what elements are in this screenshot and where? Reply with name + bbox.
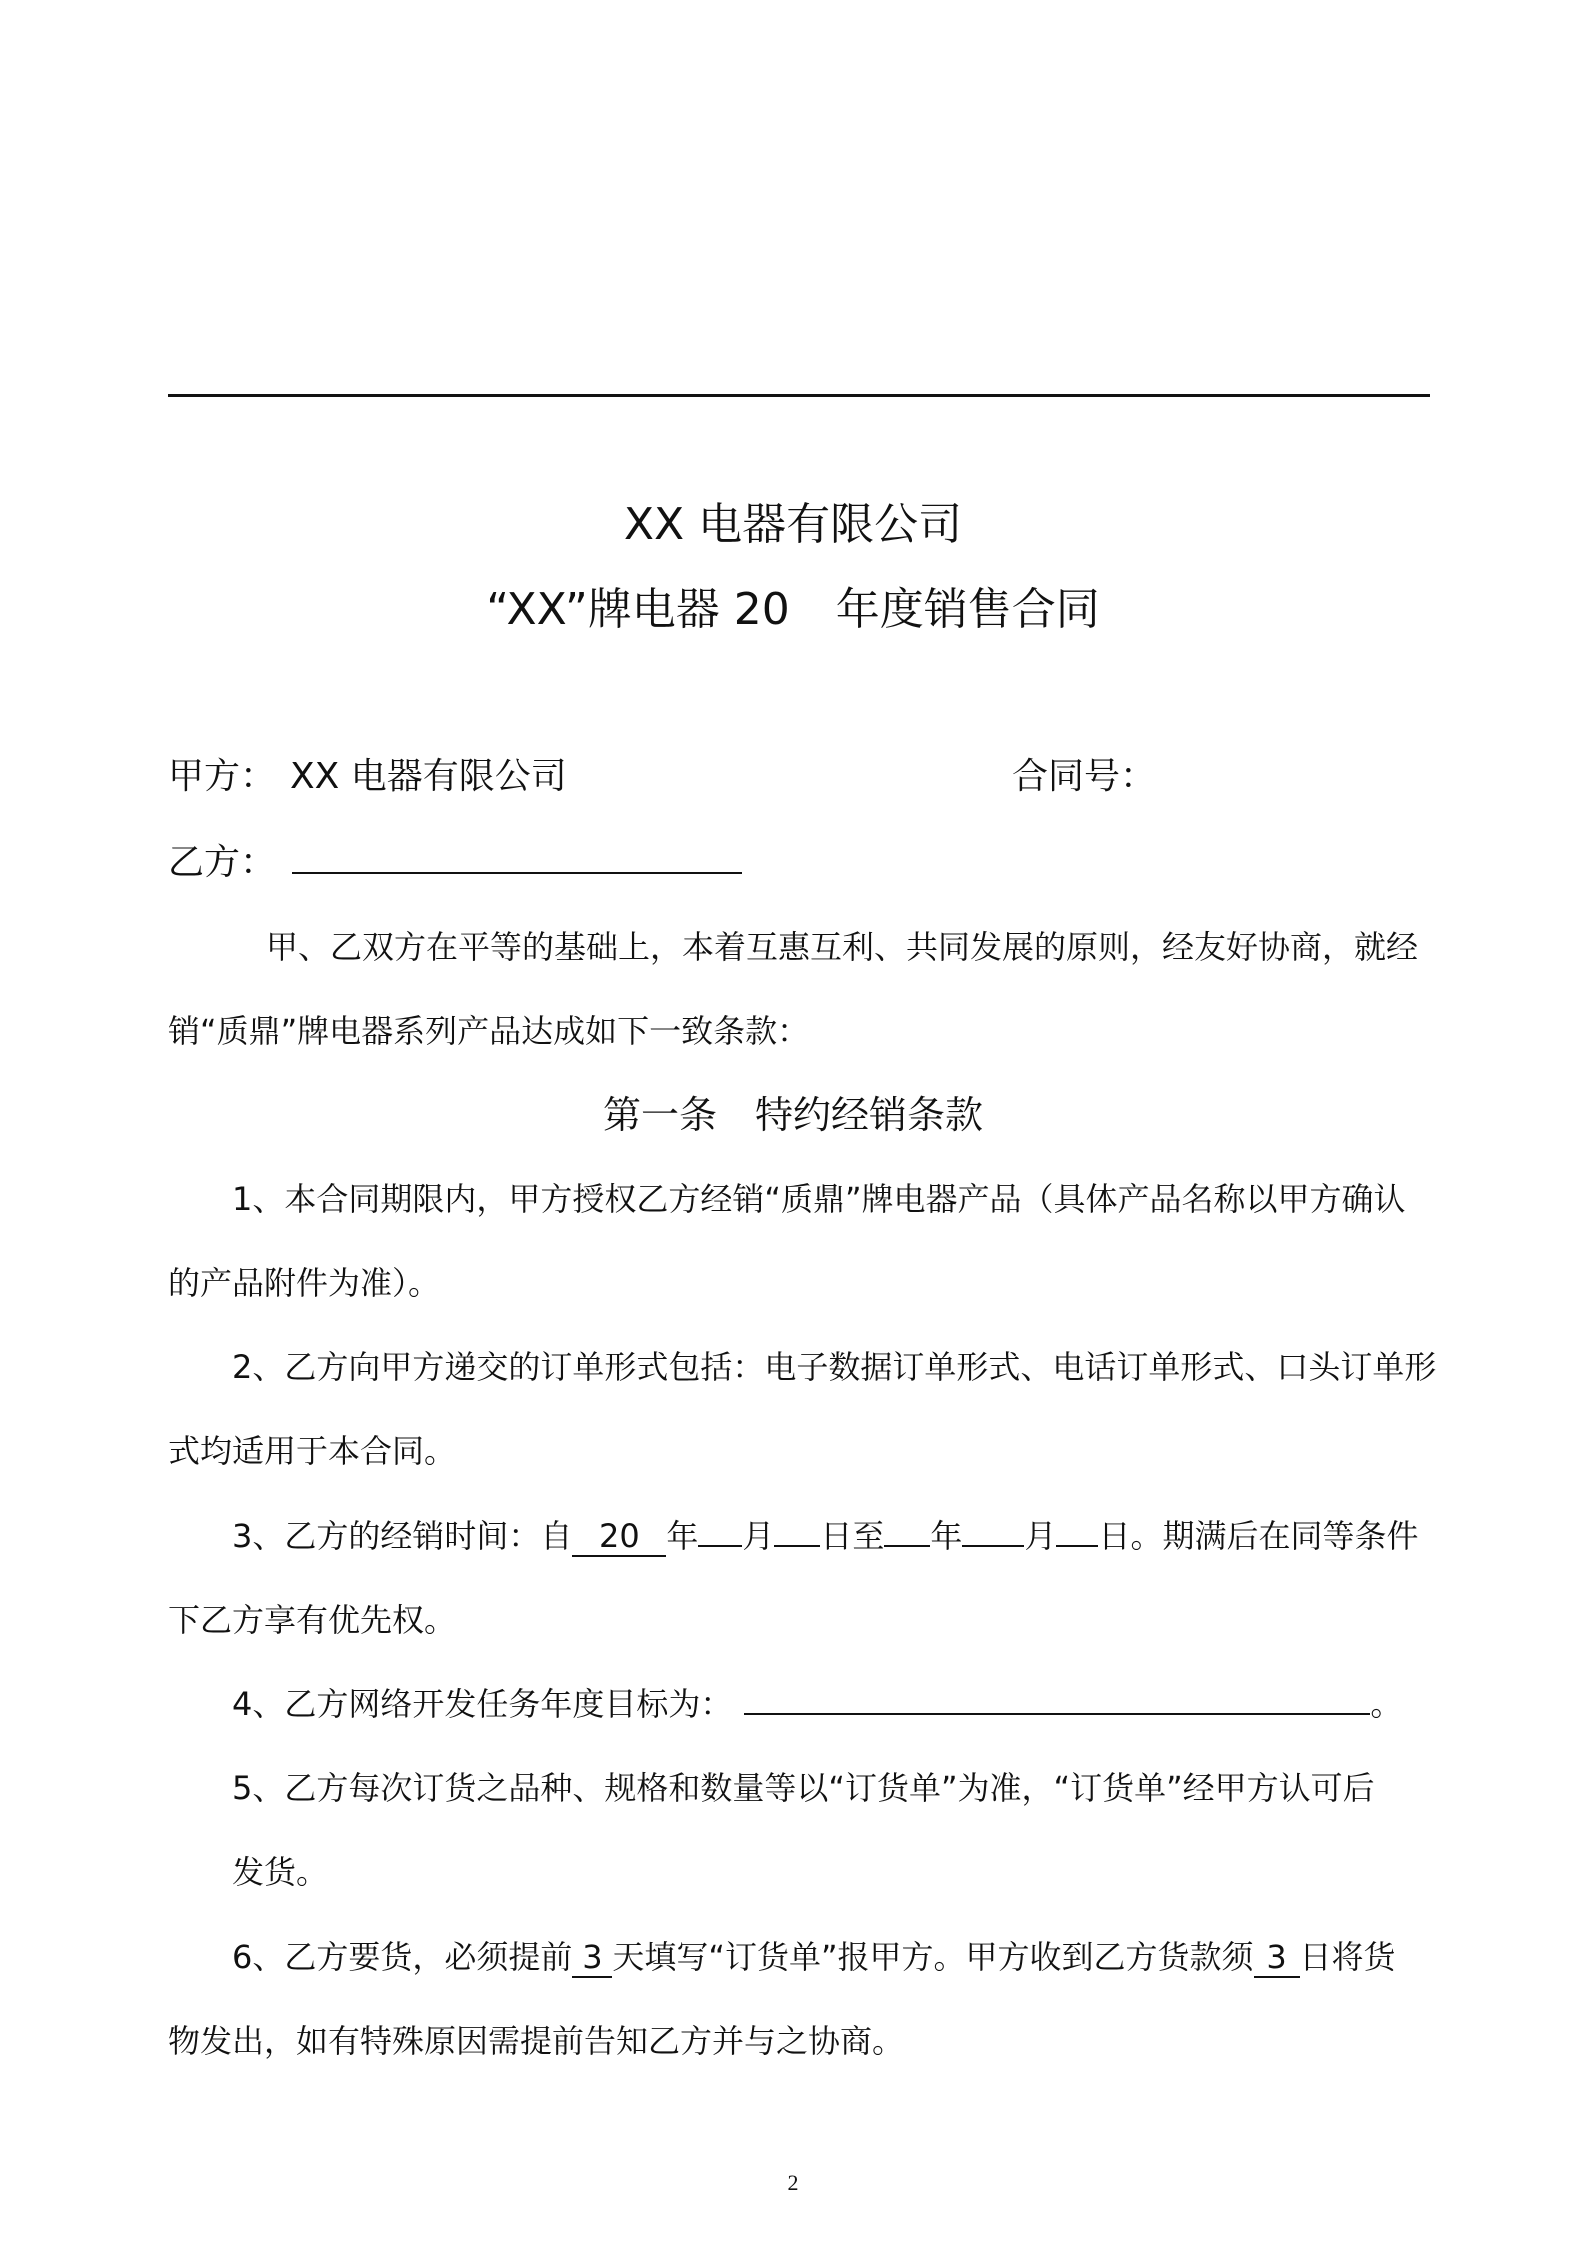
start-day-blank: [774, 1545, 820, 1547]
order-days-blank: 3: [572, 1939, 612, 1978]
clause-3-lead: 3、乙方的经销时间：自: [232, 1517, 573, 1555]
contract-title-prefix: “XX”牌电器 20: [486, 584, 790, 635]
clause-6-line-1: [232, 1932, 1396, 1978]
clause-2-line-1: 2、乙方向甲方递交的订单形式包括：电子数据订单形式、电话订单形式、口头订单形: [232, 1348, 1437, 1386]
company-title: XX 电器有限公司: [623, 499, 963, 550]
clause-3-nian-2: 年: [930, 1517, 963, 1555]
contract-title: [0, 573, 1586, 637]
clause-6-line-2: 物发出，如有特殊原因需提前告知乙方并与之协商。: [168, 2022, 905, 2060]
end-day-blank: [1056, 1545, 1098, 1547]
clause-4-lead: 4、乙方网络开发任务年度目标为：: [232, 1685, 733, 1723]
article-1-heading: 第一条 特约经销条款: [602, 1093, 983, 1137]
preamble-line-2: 销“质鼎”牌电器系列产品达成如下一致条款：: [168, 1012, 810, 1050]
start-year-blank: 20: [572, 1518, 666, 1557]
clause-5-line-1: 5、乙方每次订货之品种、规格和数量等以“订货单”为准，“订货单”经甲方认可后: [232, 1769, 1375, 1807]
clause-4-tail: 。: [1370, 1685, 1403, 1723]
party-a-label: 甲方：: [168, 756, 277, 797]
clause-5-line-2: 发货。: [232, 1853, 329, 1891]
clause-3-line-1: [232, 1511, 1418, 1557]
party-b-label: 乙方：: [168, 842, 277, 883]
clause-6-lead: 6、乙方要货，必须提前: [232, 1938, 573, 1976]
clause-3-yue: 月: [742, 1517, 775, 1555]
party-a-name: XX 电器有限公司: [290, 756, 567, 797]
clause-3-yue-2: 月: [1024, 1517, 1057, 1555]
shipping-days-blank: 3: [1254, 1939, 1300, 1978]
clause-1-line-1: 1、本合同期限内，甲方授权乙方经销“质鼎”牌电器产品（具体产品名称以甲方确认: [232, 1180, 1406, 1218]
party-b: [168, 834, 742, 885]
clause-6-tail: 日将货: [1299, 1938, 1396, 1976]
network-target-blank: [744, 1713, 1370, 1715]
party-a: [168, 748, 567, 799]
clause-3-nian: 年: [666, 1517, 699, 1555]
party-b-blank: [292, 872, 742, 874]
preamble-line-1: 甲、乙双方在平等的基础上，本着互惠互利、共同发展的原则，经友好协商，就经: [266, 928, 1419, 966]
header-rule: [168, 394, 1430, 397]
start-month-blank: [698, 1545, 742, 1547]
clause-4-line: [232, 1679, 1402, 1725]
end-month-blank: [962, 1545, 1024, 1547]
clause-2-line-2: 式均适用于本合同。: [168, 1432, 457, 1470]
clause-6-mid: 天填写“订货单”报甲方。甲方收到乙方货款须: [612, 1938, 1254, 1976]
page-number: 2: [787, 2170, 799, 2195]
clause-1-line-2: 的产品附件为准）。: [168, 1264, 441, 1302]
clause-3-tail: 日。期满后在同等条件: [1098, 1517, 1419, 1555]
end-year-blank: [884, 1545, 930, 1547]
clause-3-rizhi: 日至: [820, 1517, 885, 1555]
contract-number-label: 合同号：: [1012, 756, 1157, 797]
clause-3-line-2: 下乙方享有优先权。: [168, 1601, 457, 1639]
contract-title-suffix: 年度销售合同: [835, 584, 1100, 635]
